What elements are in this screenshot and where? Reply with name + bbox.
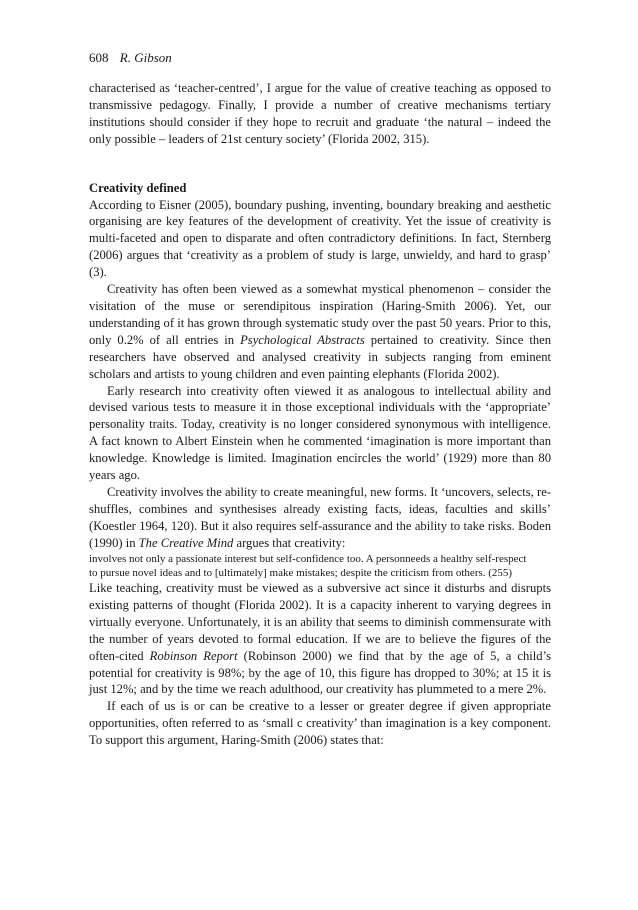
block-quote: involves not only a passionate interest but self-confidence too. A personneeds a healthy self-respect to pursue novel ideas and to [ultimately] make mistakes; despite the criticism from others. (255) — [89, 552, 527, 579]
running-head-author: R. Gibson — [119, 50, 172, 65]
paragraph-small-c: If each of us is or can be creative to a lesser or greater degree if given appropriate opportunities, often referred to as ‘small c creativity’ than imagination is a key component. To support this argument, Haring-Smith (2006) states that: — [89, 699, 551, 748]
page-number: 608 — [89, 50, 109, 65]
paragraph-early-research: Early research into creativity often viewed it as analogous to intellectual ability and devised various tests to measure it in those exceptional individuals with the ‘appropriate’ personality traits. Today, creativity is no longer considered synonymous with intelligence. A fact known to Albert Einstein when he commented ‘imagination is more important than knowledge. Knowledge is limited. Imagination encircles the world’ (1929) more than 80 years ago. — [89, 383, 551, 483]
paragraph-definitions: According to Eisner (2005), boundary pushing, inventing, boundary breaking and aesthetic organising are key features of the development of creativity. Yet the issue of creativity is multi-faceted and open to disparate and often contradictory definitions. In fact, Sternberg (2006) argues that ‘creativity as a problem of study is large, unwieldy, and hard to grasp’ (3). — [89, 197, 551, 280]
report-title: Robinson Report — [149, 648, 238, 663]
paragraph-history-text-a: Creativity has often been viewed as a somewhat mystical phenomenon – consider the visitation of the muse or serendipitous inspiration (Haring-Smith 2006). Yet, our understanding of it has grown through systematic study over the past 50 years. Prior to this, only 0.2% of all entries in — [89, 282, 551, 347]
section-heading: Creativity defined — [89, 180, 187, 195]
paragraph-subversive — [89, 580, 551, 698]
body-text — [89, 80, 551, 749]
paragraph-history-text-b: pertained to creativity. Since then researchers have observed and analysed creativity in subjects ranging from eminent scholars and artists to young children and even painting elephants (Florida 2002). — [89, 332, 552, 381]
running-header — [89, 50, 172, 66]
paragraph-subversive-text-a: Like teaching, creativity must be viewed as a subversive act since it disturbs and disrupts existing patterns of thought (Florida 2002). It is a capacity inherent to varying degrees in virtually everyone. Unfortunately, it is an ability that seems to diminish commensurate with the number of years devoted to formal education. If we are to believe the figures of the often-cited — [89, 580, 551, 663]
paragraph-history — [89, 281, 551, 382]
paragraph-new-forms-text-a: Creativity involves the ability to create meaningful, new forms. It ‘uncovers, selects, re-shuffles, combines and synthesises already existing facts, ideas, faculties and skills’ (Koestler 1964, 120). But it also requires self-assurance and the ability to take risks. Boden (1990) in — [89, 484, 551, 550]
book-title: The Creative Mind — [138, 535, 234, 550]
paragraph-subversive-text-b: (Robinson 2000) we find that by the age of 5, a child’s potential for creativity is 98%; by the age of 10, this figure has dropped to 30%; at 15 it is just 12%; and by the time we reach adulthood, our creativity has plummeted to a mere 2%. — [89, 648, 551, 697]
paragraph-new-forms — [89, 484, 551, 552]
journal-title: Psychological Abstracts — [240, 332, 365, 347]
paragraph-new-forms-text-b: argues that creativity: — [233, 535, 346, 550]
intro-paragraph: characterised as ‘teacher-centred’, I argue for the value of creative teaching as opposed to transmissive pedagogy. Finally, I provide a number of creative mechanisms tertiary institutions should consider if they hope to recruit and graduate ‘the natural – indeed the only possible – leaders of 21st century society’ (Florida 2002, 315). — [89, 81, 551, 146]
